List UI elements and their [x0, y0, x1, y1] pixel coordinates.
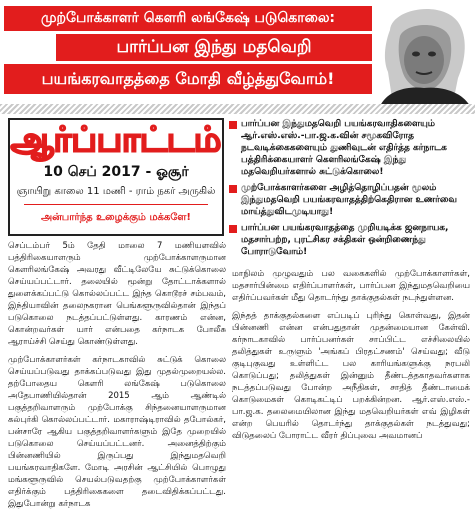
demand-item — [229, 118, 469, 178]
body-paragraph: செப்டம்பர் 5ம் தேதி மாலை 7 மணியளவில் பத்திரிகையாளரும் முற்போக்காளருமான கௌரிலங்கேஷ் அவரது வீட்டிலேயே சுட்டுக்கொலை செய்யப்பட்டார். தலையில் மூன்று தோட்டாக்களால் துளைக்கப்பட்டு கொல்லப்பட்ட இந்த கொடூரச் சம்பவம், இந்தியாவின் தலைநகரான பெங்களூருவில்தான் இந்தப் படுகொலை நடத்தப்பட்டுள்ளது. காரணம் என்ன, கொன்றவர்கள் யார் என்பதை கர்நாடக போலீசு ஆராய்ச்சி செய்து கொண்டுள்ளது. — [8, 241, 226, 347]
headline-line-3: பயங்கரவாதத்தை மோதி வீழ்த்துவோம்! — [4, 64, 372, 94]
demand-text: பார்ப்பன இந்துமதவெறி பயங்கரவாதிகளையும் ஆர்.எஸ்.எஸ்.-பா.ஜ.க.வின் சமூகவிரோத நடவடிக்கைகளையும் துணிவுடன் எதிர்த்த கர்நாடக பத்திரிக்கையாளர் கௌரிலங்கேஷ் இந்து மதவெறியர்களால் சுட்டுக்கொலை! — [241, 119, 447, 177]
demands-list — [229, 118, 469, 268]
body-column-left — [8, 240, 226, 523]
event-title: ஆர்ப்பாட்டம் — [10, 120, 222, 160]
body-paragraph: மாநிலம் முழுவதும் பல வகைகளில் முற்போக்காளர்கள், மதசார்பின்மை எதிர்ப்பாளர்கள், பார்ப்பன இந்துமதவெறியை எதிர்ப்பவர்கள் மீது தொடர்ந்து தாக்குதல்கள் நடந்துள்ளன. — [232, 269, 470, 303]
portrait-image — [372, 0, 475, 106]
event-box — [8, 118, 224, 236]
bullet-square-icon — [229, 225, 237, 233]
event-time-place: ஞாயிறு காலை 11 மணி - ராம் நகர் அருகில் — [16, 186, 216, 197]
headline-line-2: பார்ப்பன இந்து மதவெறி — [56, 34, 372, 61]
demand-text: முற்போக்காளர்களை அழித்தொழிப்பதன் மூலம் இந்துமதவெறி பயங்கரவாதத்திற்கெதிரான உணர்வை மாய்த்துவிடமுடியாது! — [241, 183, 457, 217]
body-column-right — [232, 268, 470, 523]
body-paragraph: இந்தத் தாக்குதல்களை எப்படிப் புரிந்து கொள்வது, இதன் பின்னணி என்ன என்பதுதான் முதன்மையான கேள்வி. கர்நாடகாவில் பார்ப்பனர்கள் சாப்பிட்ட எச்சிலையில் தலித்துகள் உருளும் 'அங்கப் பிரதட்சணம்' செய்வது; வீடு குடிபுகுவது உள்ளிட்ட பல காரியங்களுக்கு நரபலி கொடுப்பது; தலித்துகள் இன்னும் தீண்டத்தகாதவர்களாக நடத்தப்படுவது போன்ற அநீதிகள், சாதித் தீண்டாமைக் கொடுமைகள் கொடிகட்டிப் பறக்கின்றன. ஆர்.எஸ்.எஸ்.-பா.ஜ.க. தலைமையிலான இந்து மதவெறியர்கள் எவ் இழிகள் என்ற பெயரில் தொடர்ந்து தாக்குதல்கள் நடத்துவது; விடுதலைப் போராட்ட வீரர் திப்புவை அவமானப் — [232, 311, 470, 441]
demand-text: பார்ப்பன பயங்கரவாதத்தை முறியடிக்க ஜனநாயக, மதசார்பற்ற, புரட்சிகர சக்திகள் ஒன்றிணைந்து போராடுவோம்! — [241, 223, 449, 257]
appeal-line: அன்பார்ந்த உழைக்கும் மக்களே! — [41, 212, 191, 223]
divider — [24, 204, 208, 205]
bullet-square-icon — [229, 185, 237, 193]
decorative-hatch-strip — [0, 104, 475, 114]
body-paragraph: முற்போக்காளர்கள் கர்நாடகாவில் சுட்டுக் கொலை செய்யப்படுவது தாக்கப்படுவது இது முதல்முறையல்ல. தற்போதைய கௌரி லங்கேஷ் படுகொலை அதேபாணியில்தான் 2015 ஆம் ஆண்டில் பகுத்தறிவாளரும் முற்போக்கு சிந்தனையாளருமான கல்புர்கி கொல்லப்பட்டார். மகாராஷ்டிராவில் தபோல்கர், பன்சாரே ஆகிய பகுத்தறிவாளர்களும் இதே முறையில் படுகொலை செய்யப்பட்டனர். அனைத்திற்கும் பின்னணியில் இருப்பது இந்துமதவெறி பயங்கரவாதிகளே. மோடி அரசின் ஆட்சியில் பொழுது மங்களூருவில் செயல்படுவதற்கு முற்போக்காளர்கள் எதிர்க்கும் பத்திரிகைகளை தடைவிதிக்கப்பட்டது. இதுபோன்று கர்நாடக — [8, 355, 226, 509]
portrait-drawing — [372, 0, 475, 106]
header-banner — [0, 0, 475, 106]
bullet-square-icon — [229, 121, 237, 129]
event-date: 10 செப் 2017 - ஓசூர் — [43, 164, 189, 180]
demand-item — [229, 182, 469, 218]
demand-item — [229, 222, 469, 258]
headline-line-1: முற்போக்காளர் கௌரி லங்கேஷ் படுகொலை: — [4, 6, 372, 31]
